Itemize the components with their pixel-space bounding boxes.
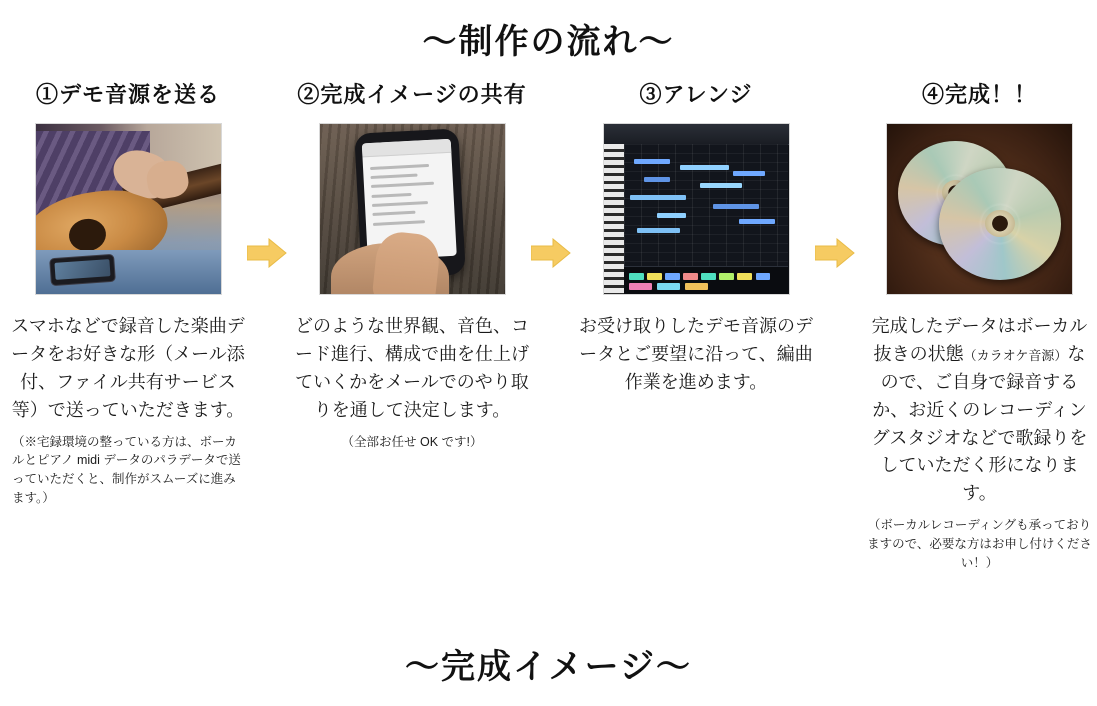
photo-clip	[647, 273, 662, 280]
right-arrow-icon	[531, 238, 571, 268]
photo-clip	[665, 273, 680, 280]
flow-step-1	[10, 78, 246, 508]
step-2-heading: ②完成イメージの共有	[297, 82, 527, 107]
flow-step-2	[294, 78, 530, 451]
photo-midi-note	[713, 204, 759, 209]
step-3-caption: お受け取りしたデモ音源のデータとご要望に沿って、編曲作業を進めます。	[579, 316, 813, 392]
photo-screen-line	[373, 211, 416, 216]
photo-midi-note	[630, 195, 686, 200]
flow-arrow-1	[246, 238, 288, 268]
footer-title: ～完成イメージ～	[405, 648, 692, 686]
photo-screen-line	[374, 220, 426, 226]
step-4-caption-small: （カラオケ音源）	[963, 347, 1068, 363]
photo-daw-toolbar	[604, 124, 789, 145]
photo-screen-line	[371, 163, 430, 169]
smartphone-messaging-photo	[319, 123, 506, 295]
photo-screen-line	[372, 192, 411, 197]
flow-arrow-2	[530, 238, 572, 268]
cd-discs-photo	[886, 123, 1073, 295]
photo-clip	[629, 283, 652, 290]
photo-clip	[737, 273, 752, 280]
photo-midi-note	[657, 213, 687, 218]
flow-step-3	[578, 78, 814, 405]
step-4-caption	[866, 313, 1094, 508]
right-arrow-icon	[815, 238, 855, 268]
photo-screen-line	[371, 173, 417, 178]
production-flow-diagram	[0, 78, 1097, 572]
photo-cd-disc	[939, 168, 1061, 280]
photo-midi-note	[680, 165, 729, 170]
photo-smartphone	[49, 254, 116, 286]
step-4-note: （ボーカルレコーディングも承っておりますので、必要な方はお申し付けください！）	[867, 518, 1092, 570]
right-arrow-icon	[247, 238, 287, 268]
photo-midi-note	[637, 228, 680, 233]
photo-screen-line	[372, 182, 434, 188]
step-1-caption: スマホなどで録音した楽曲データをお好きな形（メール添付、ファイル共有サービス等）で送っていただきます。	[11, 316, 245, 420]
photo-piano-keys	[604, 144, 624, 294]
step-4-heading: ④完成！！	[921, 82, 1037, 107]
step-4-caption-rest: なので、ご自身で録音するか、お近くのレコーディングスタジオなどで歌録りをしていただく形になります。	[871, 343, 1088, 504]
photo-midi-note	[700, 183, 743, 188]
flow-arrow-3	[814, 238, 856, 268]
photo-midi-note	[634, 159, 670, 164]
photo-midi-note	[739, 219, 775, 224]
photo-clip	[719, 273, 734, 280]
photo-screen-topbar	[362, 139, 452, 158]
step-4-caption-lead: 完成したデータはボーカル抜きの状態	[871, 316, 1088, 364]
page-title: ～制作の流れ～	[422, 23, 675, 61]
photo-midi-note	[644, 177, 670, 182]
daw-piano-roll-photo	[603, 123, 790, 295]
guitar-recording-photo	[35, 123, 222, 295]
photo-clip	[685, 283, 708, 290]
photo-clip	[629, 273, 644, 280]
step-1-note: （※宅録環境の整っている方は、ボーカルとピアノ midi データのパラデータで送っていただくと、制作がスムーズに進みます。）	[12, 434, 241, 505]
photo-midi-note	[733, 171, 766, 176]
flow-step-4	[862, 78, 1097, 572]
photo-screen-line	[373, 201, 428, 207]
photo-clip	[701, 273, 716, 280]
photo-clip	[683, 273, 698, 280]
photo-clip	[657, 283, 680, 290]
photo-clip	[756, 273, 771, 280]
step-2-caption: どのような世界観、音色、コード進行、構成で曲を仕上げていくかをメールでのやり取りを通して決定します。	[295, 316, 529, 420]
step-1-heading: ①デモ音源を送る	[35, 82, 220, 107]
step-2-note: （全部お任せ OK です!）	[341, 434, 483, 449]
photo-daw-clip-lane	[624, 266, 789, 294]
step-3-heading: ③アレンジ	[639, 82, 753, 107]
